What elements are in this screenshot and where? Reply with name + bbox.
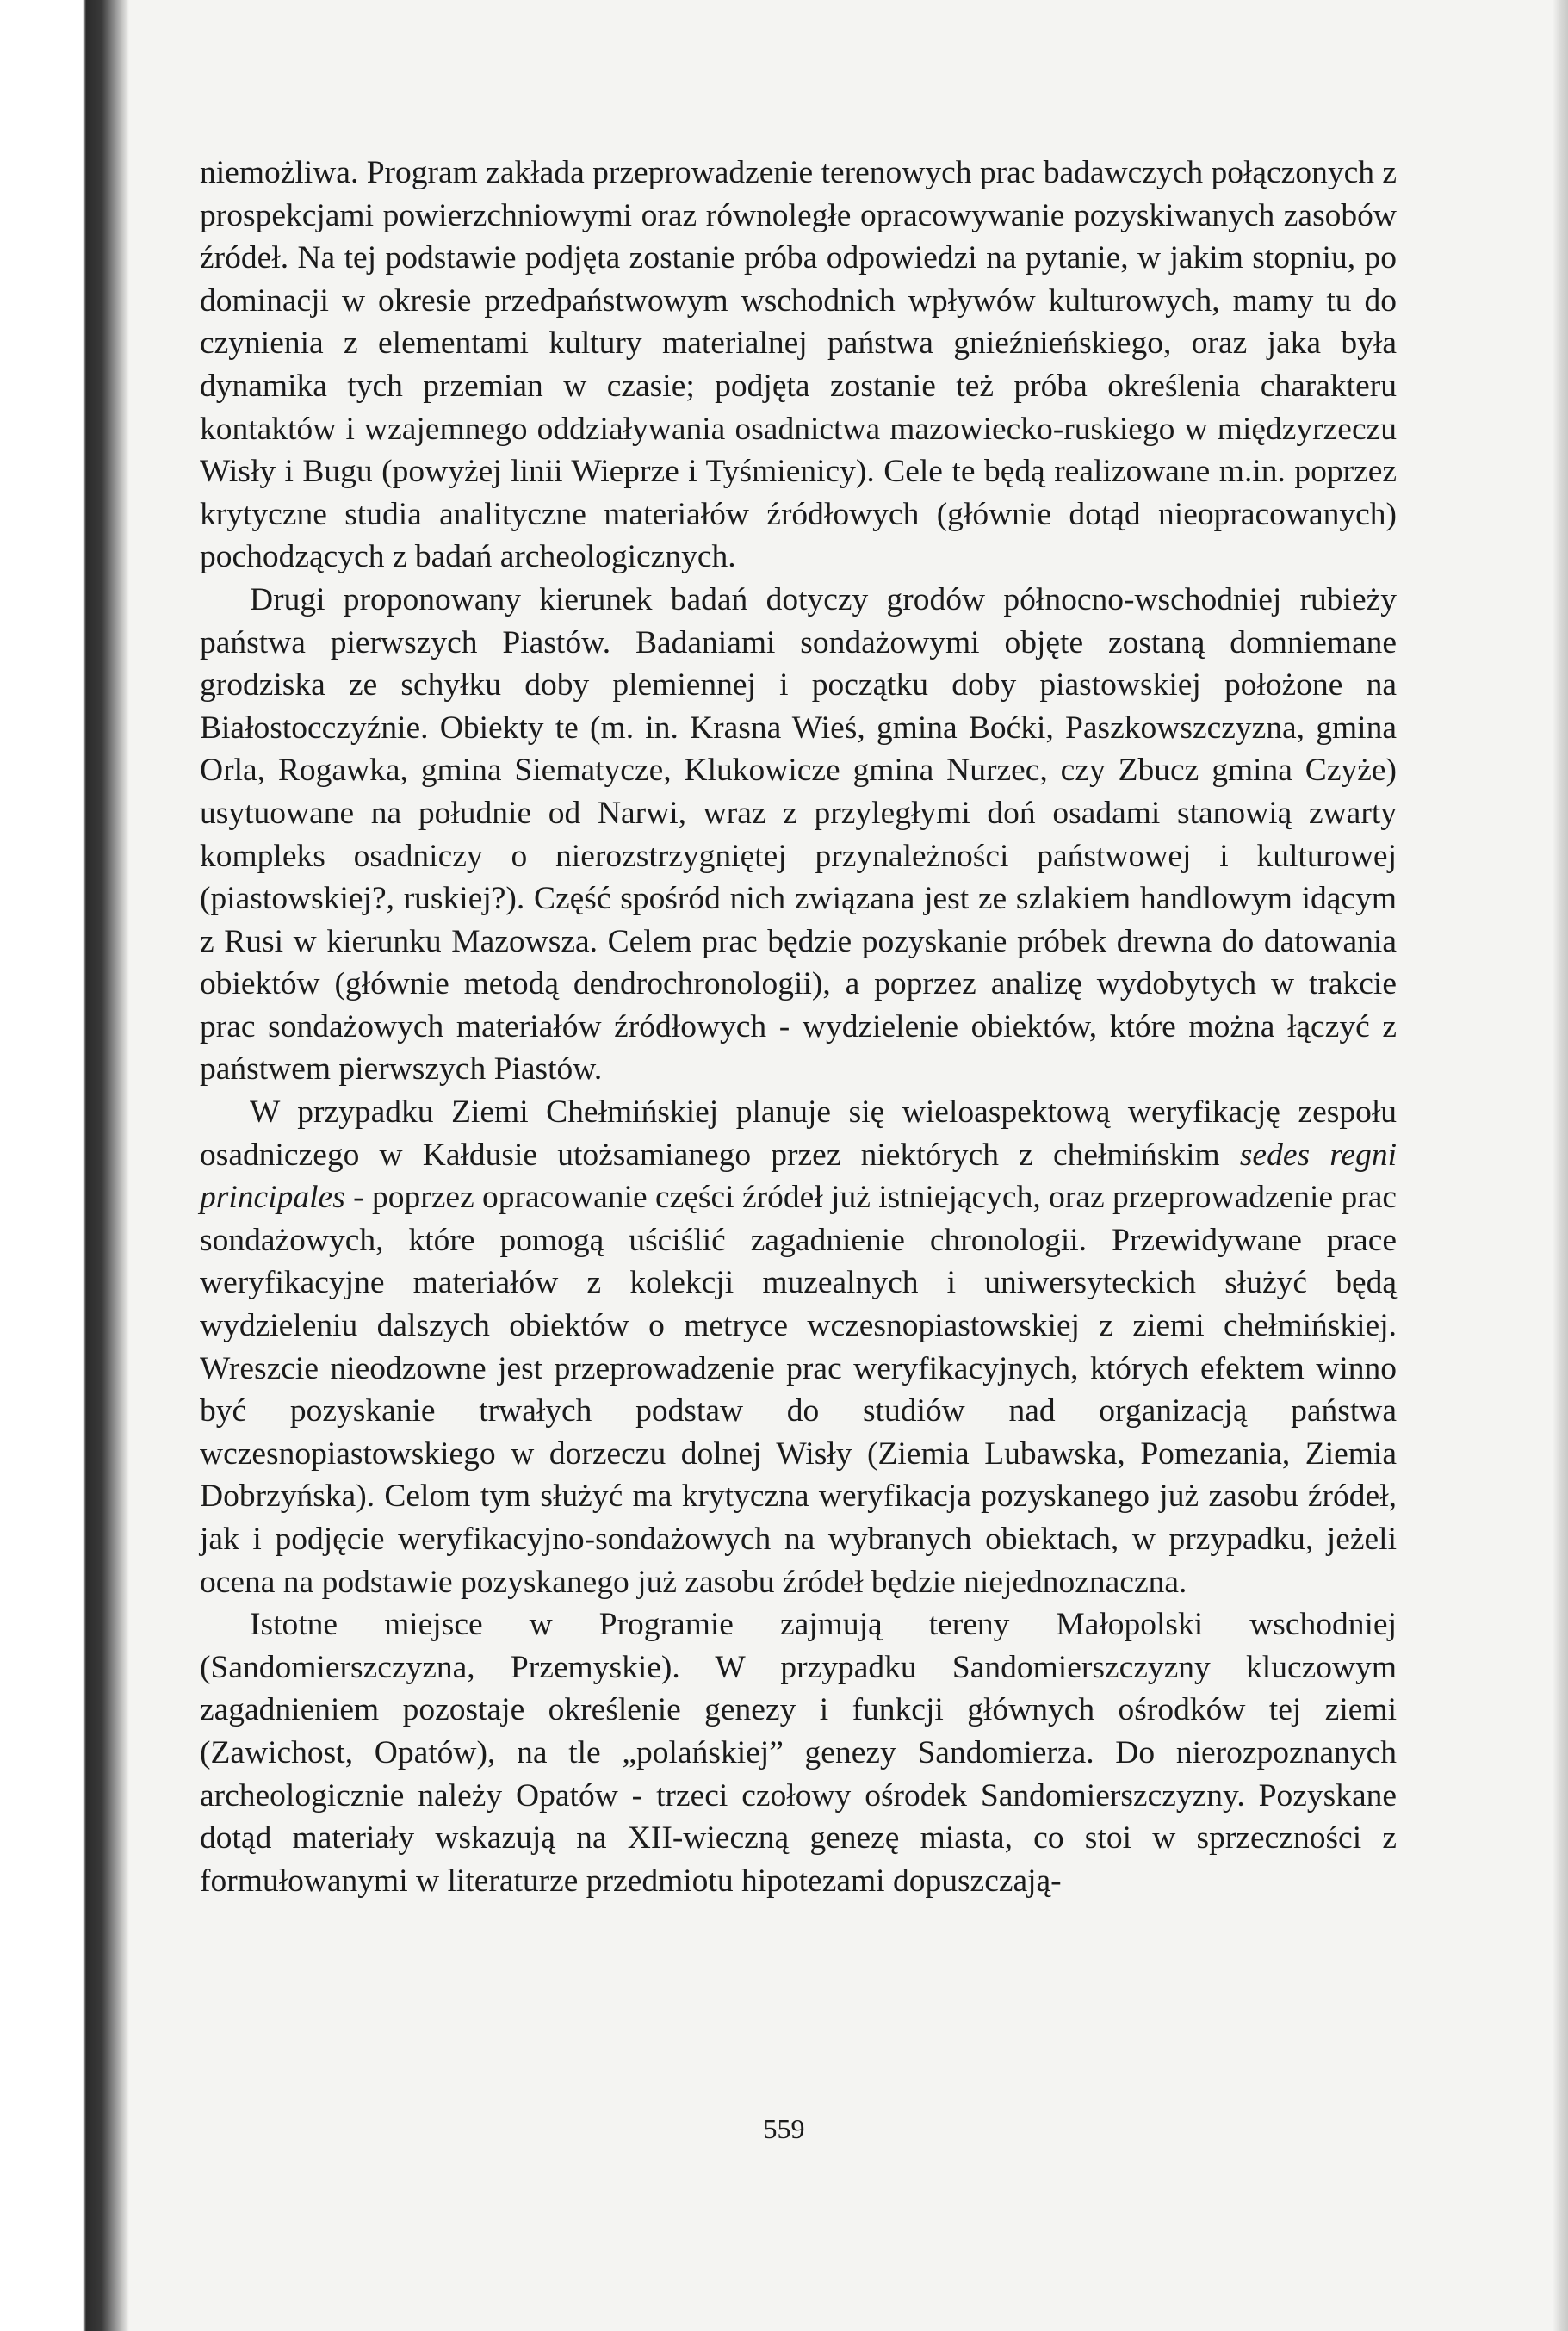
paragraph-3-part-2: - poprzez opracowanie części źródeł już istniejących, oraz przeprowadzenie prac sondażowych, które pomogą uściślić zagadnienie chronologii. Przewidywane prace weryfikacyjne materiałów z kolekcji muzealnych i uniwersyteckich służyć będą wydzieleniu dalszych obiektów o metryce wczesnopiastowskiej z ziemi chełmińskiej. Wreszcie nieodzowne jest przeprowadzenie prac weryfikacyjnych, których efektem winno być pozyskanie trwałych podstaw do studiów nad organizacją państwa wczesnopiastowskiego w dorzeczu dolnej Wisły (Ziemia Lubawska, Pomezania, Ziemia Dobrzyńska). Celom tym służyć ma krytyczna weryfikacja pozyskanego już zasobu źródeł, jak i podjęcie weryfikacyjno-sondażowych na wybranych obiektach, w przypadku, jeżeli ocena na podstawie pozyskanego już zasobu źródeł będzie niejednoznaczna. — [200, 1180, 1397, 1600]
body-text — [200, 152, 1397, 1902]
paragraph-1: niemożliwa. Program zakłada przeprowadzenie terenowych prac badawczych połączonych z prospekcjami powierzchniowymi oraz równoległe opracowywanie pozyskiwanych zasobów źródeł. Na tej podstawie podjęta zostanie próba odpowiedzi na pytanie, w jakim stopniu, po dominacji w okresie przedpaństwowym wschodnich wpływów kulturowych, mamy tu do czynienia z elementami kultury materialnej państwa gnieźnieńskiego, oraz jaka była dynamika tych przemian w czasie; podjęta zostanie też próba określenia charakteru kontaktów i wzajemnego oddziaływania osadnictwa mazowiecko-ruskiego w międzyrzeczu Wisły i Bugu (powyżej linii Wieprze i Tyśmienicy). Cele te będą realizowane m.in. poprzez krytyczne studia analityczne materiałów źródłowych (głównie dotąd nieopracowanych) pochodzących z badań archeologicznych. — [200, 155, 1397, 575]
paragraph-3-part-1: W przypadku Ziemi Chełmińskiej planuje się wieloaspektową weryfikację zespołu osadniczego w Kałdusie utożsamianego przez niektórych z chełmińskim — [200, 1094, 1397, 1173]
book-spine-shadow — [0, 0, 129, 2331]
paragraph-4: Istotne miejsce w Programie zajmują tereny Małopolski wschodniej (Sandomierszczyzna, Przemyskie). W przypadku Sandomierszczyzny kluczowym zagadnieniem pozostaje określenie genezy i funkcji głównych ośrodków tej ziemi (Zawichost, Opatów), na tle „polańskiej” genezy Sandomierza. Do nierozpoznanych archeologicznie należy Opatów - trzeci czołowy ośrodek Sandomierszczyzny. Pozyskane dotąd materiały wskazują na XII-wieczną genezę miasta, co stoi w sprzeczności z formułowanymi w literaturze przedmiotu hipotezami dopuszczają- — [200, 1607, 1397, 1899]
page-number: 559 — [763, 2113, 805, 2144]
paragraph-2: Drugi proponowany kierunek badań dotyczy grodów północno-wschodniej rubieży państwa pierwszych Piastów. Badaniami sondażowymi objęte zostaną domniemane grodziska ze schyłku doby plemiennej i początku doby piastowskiej położone na Białostocczyźnie. Obiekty te (m. in. Krasna Wieś, gmina Boćki, Paszkowszczyzna, gmina Orla, Rogawka, gmina Siematycze, Klukowicze gmina Nurzec, czy Zbucz gmina Czyże) usytuowane na południe od Narwi, wraz z przyległymi doń osadami stanowią zwarty kompleks osadniczy o nierozstrzygniętej przynależności państwowej i kulturowej (piastowskiej?, ruskiej?). Część spośród nich związana jest ze szlakiem handlowym idącym z Rusi w kierunku Mazowsza. Celem prac będzie pozyskanie próbek drewna do datowania obiektów (głównie metodą dendrochronologii), a poprzez analizę wydobytych w trakcie prac sondażowych materiałów źródłowych - wydzielenie obiektów, które można łączyć z państwem pierwszych Piastów. — [200, 581, 1397, 1088]
page-edge-shadow — [1553, 0, 1568, 2331]
latin-term: sedes regni principales — [200, 1137, 1397, 1216]
paragraph-3 — [200, 1091, 1397, 1603]
